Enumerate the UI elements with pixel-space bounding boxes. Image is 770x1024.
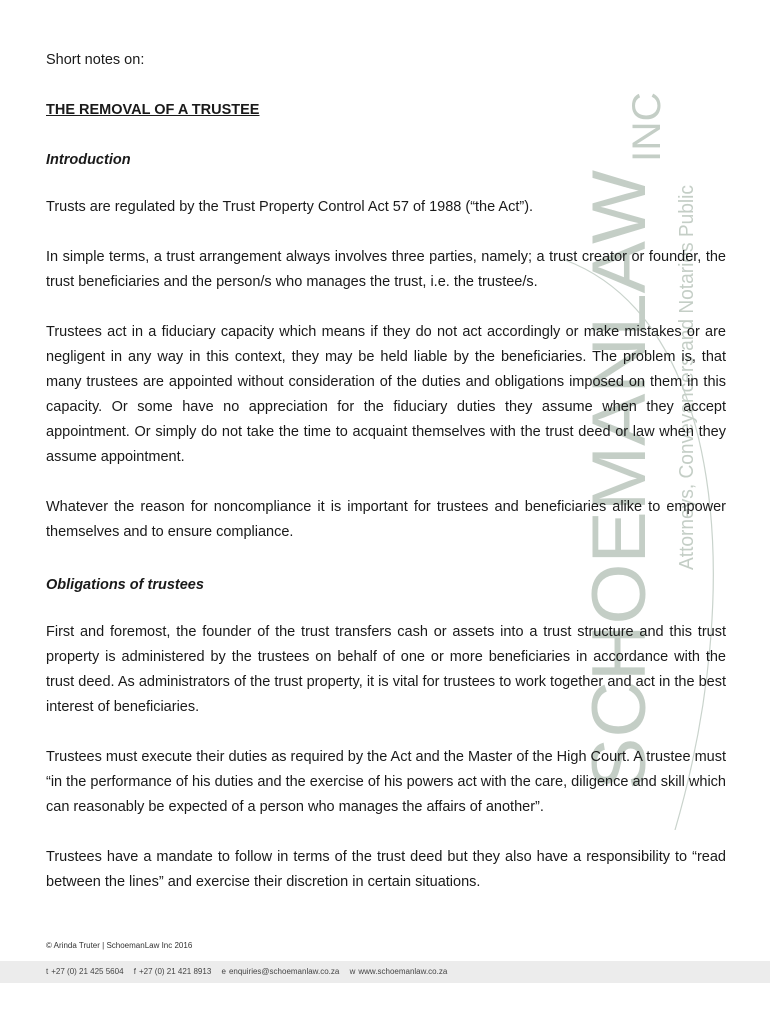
watermark-suffix-text: INC <box>625 93 669 162</box>
section-heading-obligations: Obligations of trustees <box>46 577 204 593</box>
paragraph: Whatever the reason for noncompliance it is important for trustees and beneficiaries alike to empower themselves and to ensure compliance. <box>46 499 726 540</box>
paragraph: In simple terms, a trust arrangement always involves three parties, namely; a trust creator or founder, the trust beneficiaries and the person/s who manages the trust, i.e. the trustee/s. <box>46 249 726 290</box>
fax-label: f <box>133 967 136 976</box>
watermark-tagline-text: Attorneys, Conveyancers and Notaries Public <box>676 167 698 570</box>
paragraph: Trusts are regulated by the Trust Property Control Act 57 of 1988 (“the Act”). <box>46 199 534 215</box>
document-body <box>46 50 726 895</box>
top-note: Short notes on: <box>46 52 145 68</box>
paragraph: Trustees have a mandate to follow in terms of the trust deed but they also have a responsibility to “read between the lines” and exercise their discretion in certain situations. <box>46 849 726 890</box>
web-label: w <box>349 967 356 976</box>
paragraph: Trustees must execute their duties as required by the Act and the Master of the High Court. A trustee must “in the performance of his duties and the exercise of his powers act with the care, diligence and skill which can reasonably be expected of a person who manages the affairs of another”. <box>46 749 726 815</box>
email-label: e <box>221 967 226 976</box>
contact-bar <box>0 961 770 983</box>
copyright-notice: © Arinda Truter | SchoemanLaw Inc 2016 <box>46 941 193 950</box>
paragraph: Trustees act in a fiduciary capacity which means if they do not act accordingly or make mistakes or are negligent in any way in this context, they may be held liable by the beneficiaries. The problem is, that many trustees are appointed without consideration of the duties and obligations imposed on them in this capacity. Or some have no appreciation for the fiduciary duties they assume when they accept appointment. Or simply do not take the time to acquaint themselves with the trust deed or law when they assume appointment. <box>46 324 726 465</box>
page-footer <box>0 940 770 983</box>
watermark-brand-text: SCHOEMANLAW <box>577 188 662 790</box>
website-link[interactable]: www.schoemanlaw.co.za <box>358 967 448 976</box>
paragraph: First and foremost, the founder of the trust transfers cash or assets into a trust structure and this trust property is administered by the trustees on behalf of one or more beneficiaries in accordance with the trust deed. As administrators of the trust property, it is vital for trustees to work together and act in the best interest of beneficiaries. <box>46 624 726 715</box>
phone-label: t <box>46 967 49 976</box>
fax-number: +27 (0) 21 421 8913 <box>138 967 212 976</box>
document-title: THE REMOVAL OF A TRUSTEE <box>46 102 260 118</box>
email-link[interactable]: enquiries@schoemanlaw.co.za <box>228 967 340 976</box>
phone-number: +27 (0) 21 425 5604 <box>51 967 124 976</box>
section-heading-introduction: Introduction <box>46 152 131 168</box>
